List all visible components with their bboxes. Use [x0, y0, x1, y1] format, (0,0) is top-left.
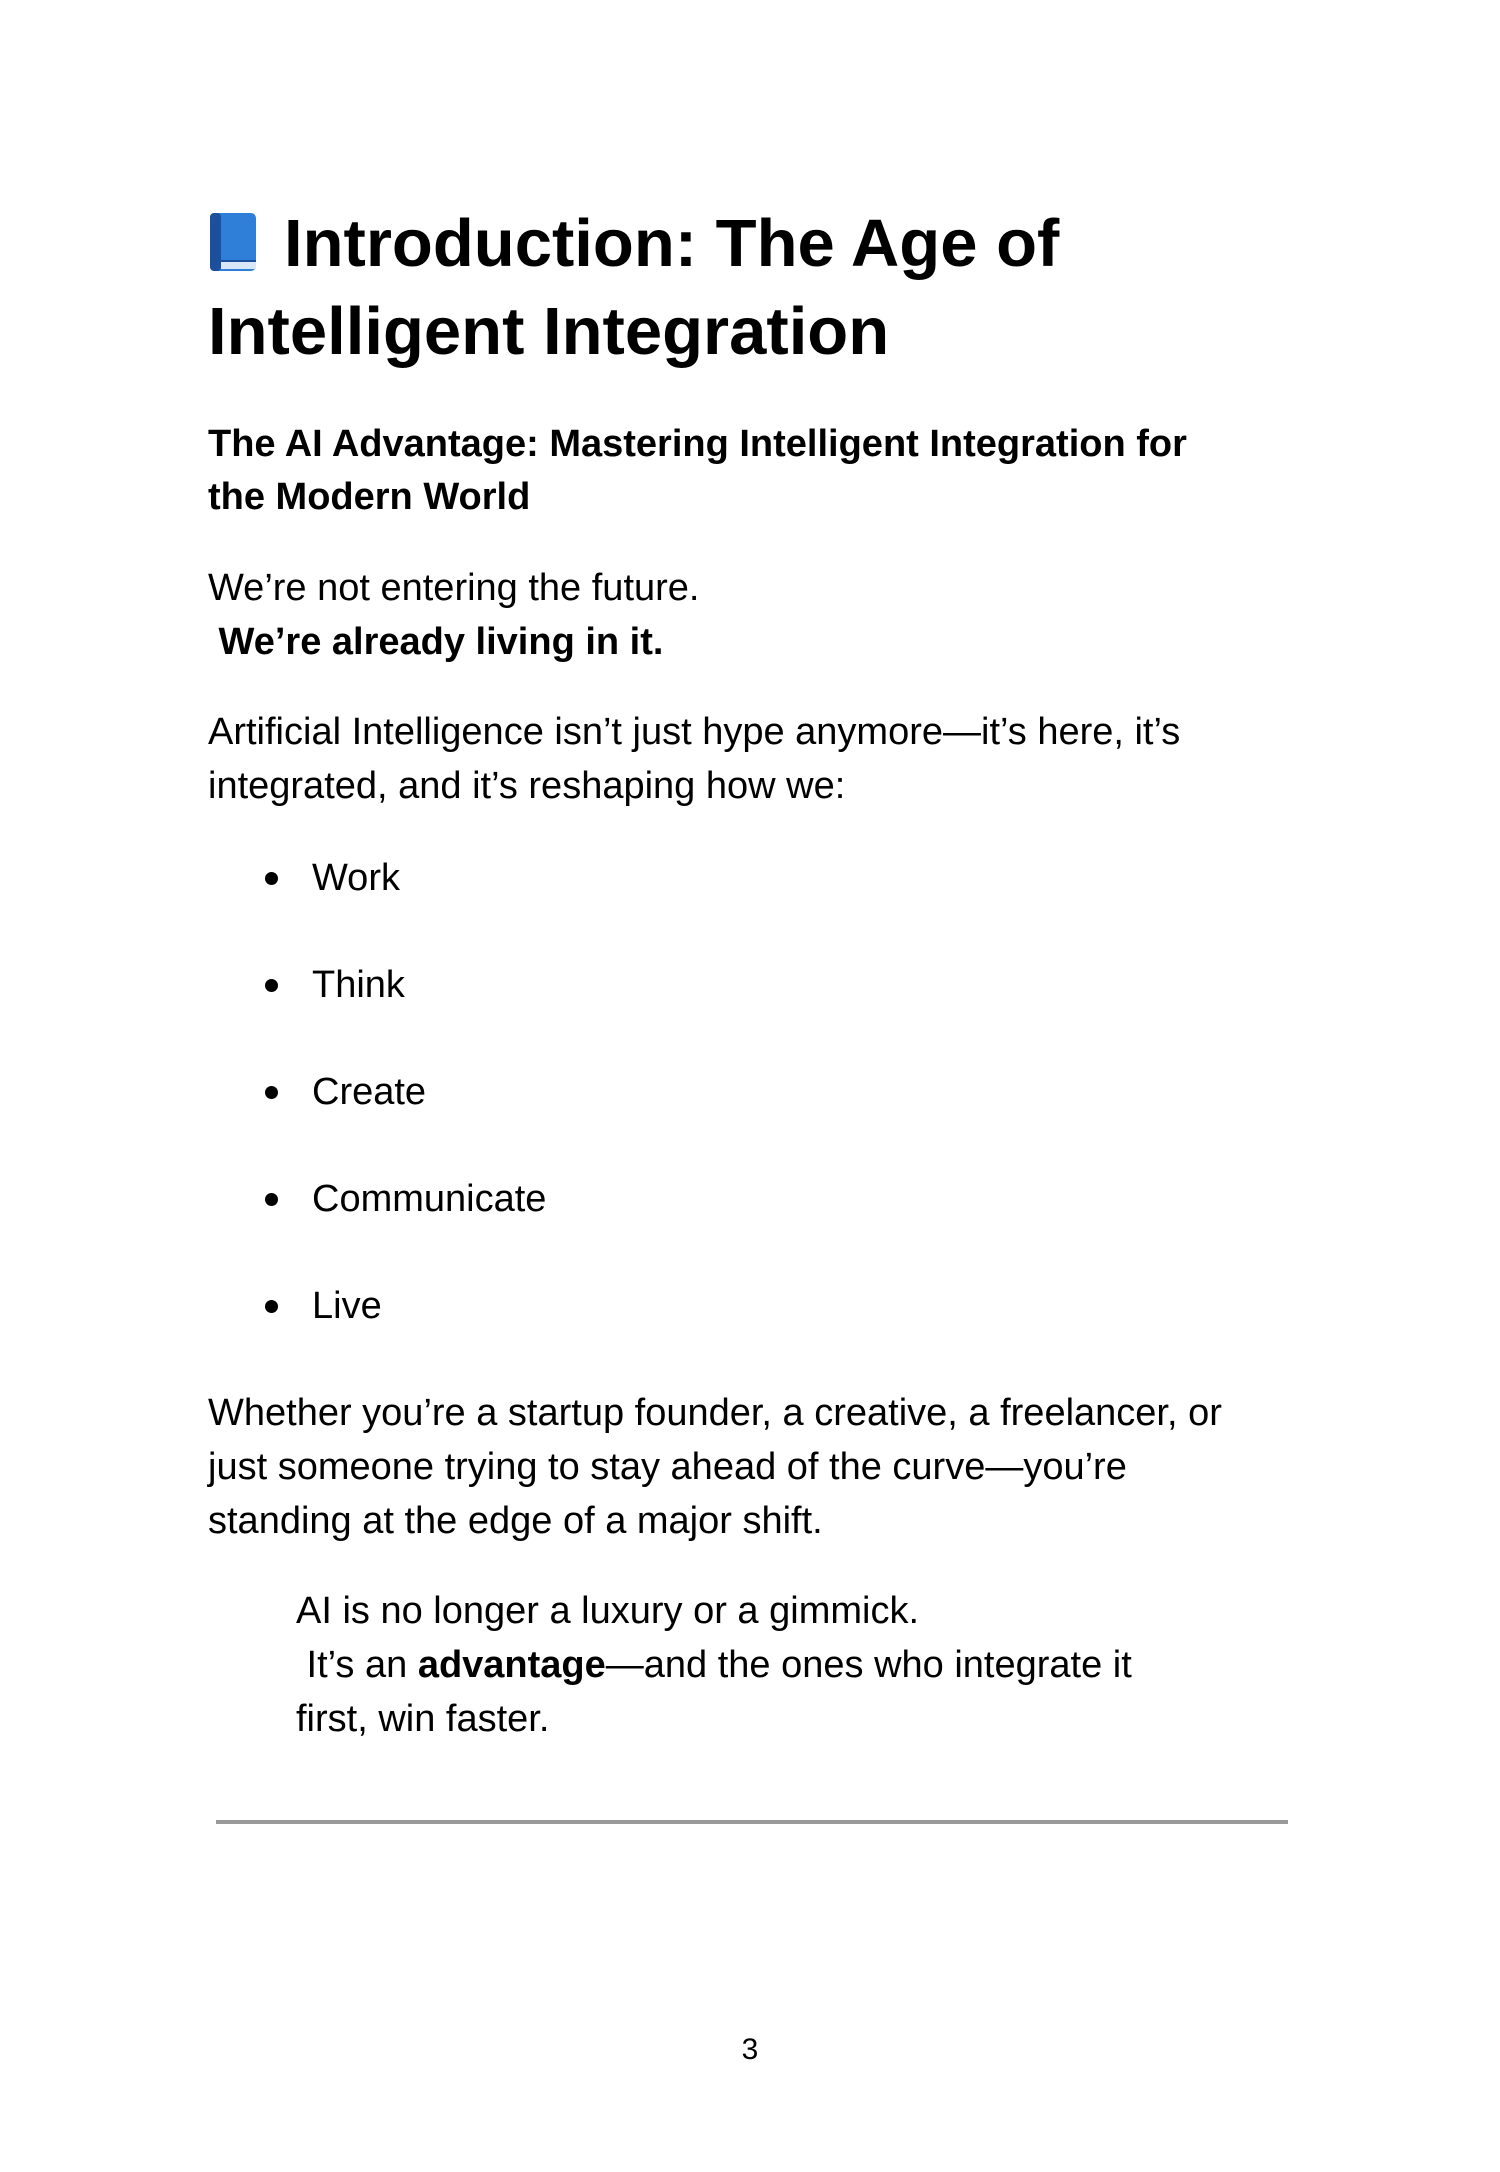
list-item-label: Think — [312, 964, 405, 1006]
bullet-dot-icon — [265, 979, 278, 992]
ai-paragraph — [208, 705, 1308, 813]
horizontal-divider — [216, 1820, 1288, 1824]
page-content — [208, 200, 1308, 1746]
intro-line-1: We’re not entering the future. — [208, 567, 700, 609]
quote-line-2-prefix: It’s an — [296, 1644, 418, 1686]
intro-paragraph — [208, 561, 1308, 669]
quote-line-3: first, win faster. — [296, 1698, 550, 1740]
list-item — [208, 1065, 1308, 1119]
bullet-list — [208, 851, 1308, 1333]
title-line-1: Introduction: The Age of — [284, 206, 1060, 281]
subtitle — [208, 418, 1308, 524]
bullet-dot-icon — [265, 872, 278, 885]
intro-line-2: We’re already living in it. — [208, 621, 664, 663]
quote-line-2 — [296, 1638, 1308, 1692]
ai-paragraph-line-2: integrated, and it’s reshaping how we: — [208, 765, 846, 807]
page-number: 3 — [741, 2033, 759, 2066]
list-item-label: Communicate — [312, 1178, 547, 1220]
audience-paragraph — [208, 1386, 1308, 1548]
audience-line-2: just someone trying to stay ahead of the curve—you’re — [208, 1446, 1127, 1488]
blue-book-icon — [208, 206, 258, 266]
list-item — [208, 1172, 1308, 1226]
subtitle-line-1: The AI Advantage: Mastering Intelligent Integration for — [208, 423, 1187, 465]
list-item — [208, 958, 1308, 1012]
list-item-label: Create — [312, 1071, 427, 1113]
callout-quote — [296, 1584, 1308, 1746]
title-line-2: Intelligent Integration — [208, 294, 890, 369]
list-item-label: Work — [312, 857, 400, 899]
quote-line-2-suffix: —and the ones who integrate it — [605, 1644, 1132, 1686]
ai-paragraph-line-1: Artificial Intelligence isn’t just hype anymore—it’s here, it’s — [208, 711, 1181, 753]
bullet-dot-icon — [265, 1193, 278, 1206]
quote-line-1: AI is no longer a luxury or a gimmick. — [296, 1590, 920, 1632]
audience-line-1: Whether you’re a startup founder, a creative, a freelancer, or — [208, 1392, 1222, 1434]
subtitle-line-2: the Modern World — [208, 476, 531, 518]
quote-emphasis: advantage — [417, 1644, 606, 1686]
list-item-label: Live — [312, 1285, 382, 1327]
bullet-dot-icon — [265, 1086, 278, 1099]
audience-line-3: standing at the edge of a major shift. — [208, 1500, 823, 1542]
list-item — [208, 1279, 1308, 1333]
list-item — [208, 851, 1308, 905]
bullet-dot-icon — [265, 1300, 278, 1313]
page-title — [208, 200, 1308, 376]
